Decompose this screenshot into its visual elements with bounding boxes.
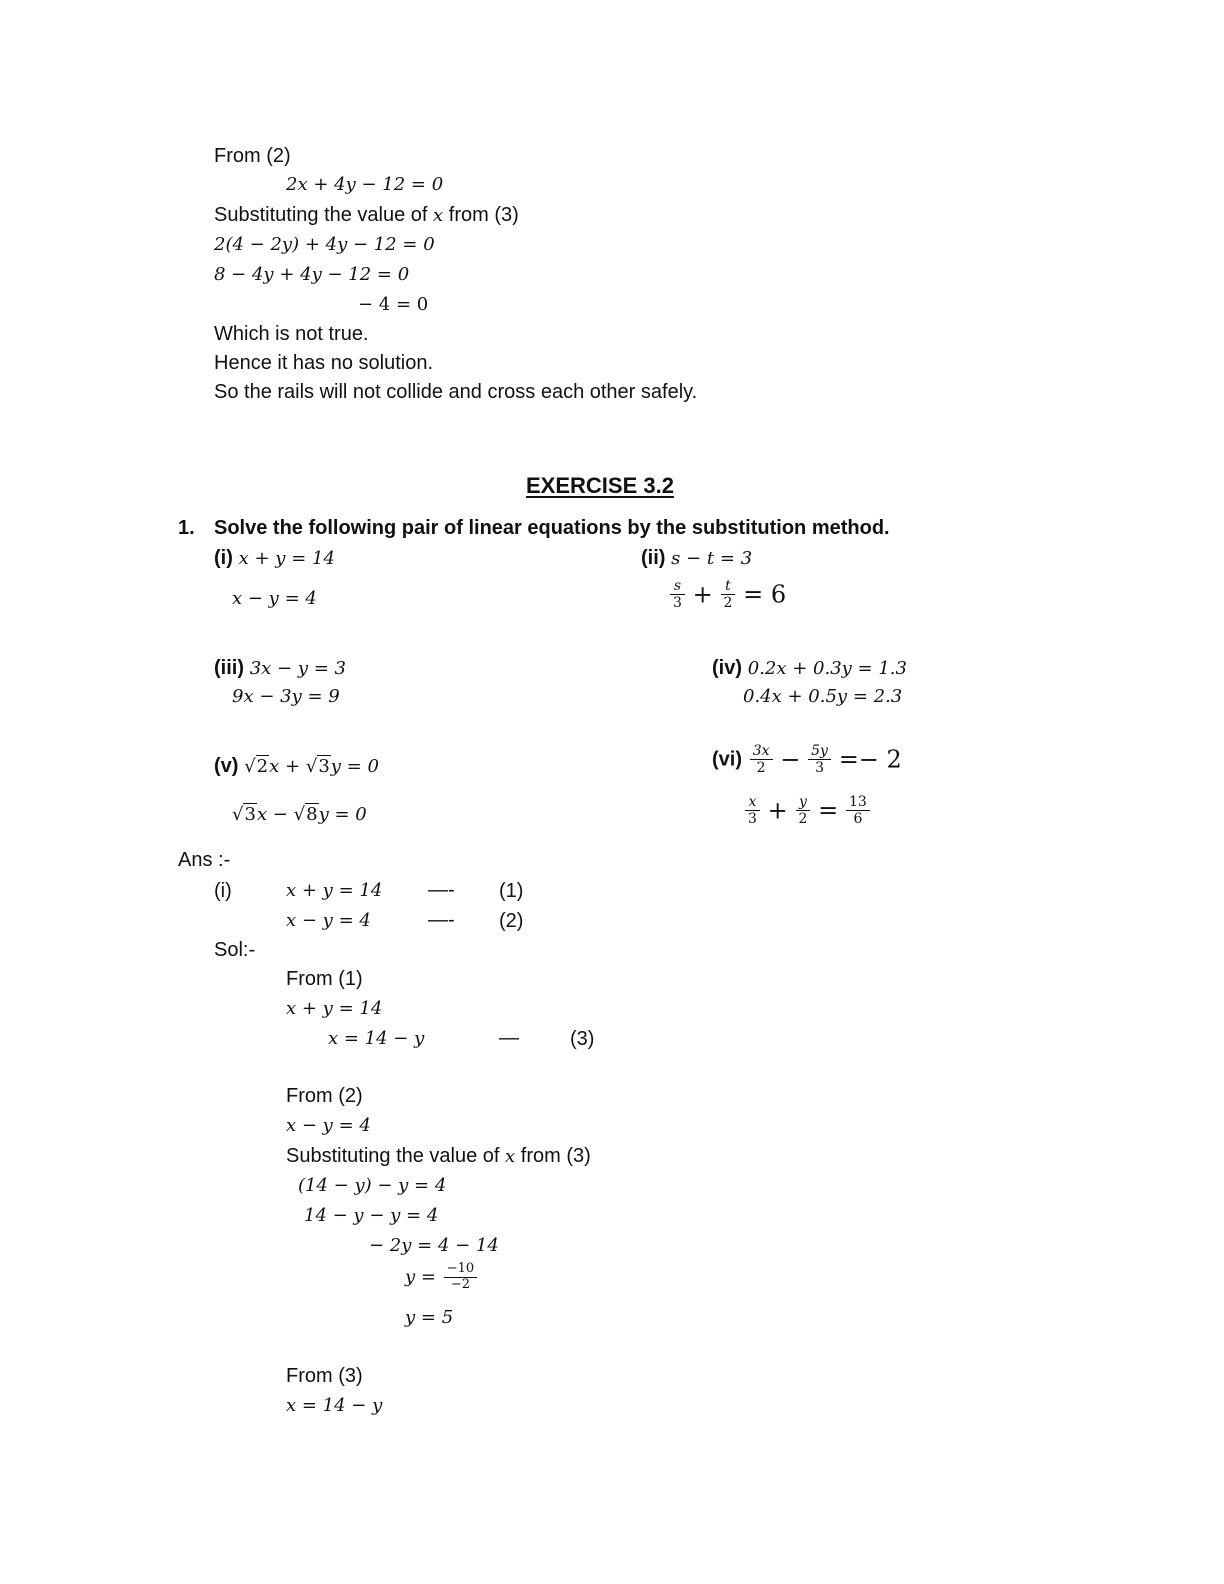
fraction xyxy=(444,1262,477,1293)
part-i xyxy=(214,548,335,568)
part-ii xyxy=(641,548,752,568)
equation: − 4 = 0 xyxy=(358,294,429,315)
equation: x − y = 4 xyxy=(232,588,317,609)
part-label: (v) xyxy=(214,755,239,777)
equation: 8 − 4y + 4y − 12 = 0 xyxy=(214,264,410,285)
equation-fraction xyxy=(743,794,872,827)
radicand: 3 xyxy=(244,804,256,825)
lhs: y = xyxy=(405,1266,436,1288)
part-label: (i) xyxy=(214,547,233,569)
text: Substituting the value of xyxy=(286,1145,500,1167)
dash: — xyxy=(499,1027,519,1049)
operator: + xyxy=(767,796,788,825)
sqrt: √8 xyxy=(293,804,318,825)
equation: x = 14 − y xyxy=(328,1028,425,1049)
from-label: From (1) xyxy=(286,968,363,990)
radicand: 2 xyxy=(256,756,269,777)
equation: 9x − 3y = 9 xyxy=(232,686,340,707)
term: x − xyxy=(256,804,288,825)
part-label: (iv) xyxy=(712,657,742,679)
text: Substituting the value of xyxy=(214,204,428,226)
numerator: 3x xyxy=(750,743,773,760)
equation xyxy=(232,806,367,824)
equation: 3x − y = 3 xyxy=(249,658,347,679)
term: x + xyxy=(269,756,301,777)
equation: x + y = 14 xyxy=(286,998,383,1019)
substitution-line xyxy=(214,205,519,225)
equation: x − y = 4 xyxy=(286,910,371,931)
denominator: 2 xyxy=(798,811,808,828)
fraction xyxy=(846,794,870,827)
equals: = xyxy=(818,796,839,825)
numerator: 5y xyxy=(808,743,831,760)
from-label: From (2) xyxy=(286,1085,363,1107)
numerator: t xyxy=(721,578,736,595)
equation: s − t = 3 xyxy=(671,548,753,569)
equation-fraction xyxy=(405,1262,479,1293)
equation: 14 − y − y = 4 xyxy=(304,1205,439,1226)
part-iv xyxy=(712,658,907,678)
variable: x xyxy=(433,205,444,226)
sol-label: Sol:- xyxy=(214,939,256,961)
fraction xyxy=(745,794,760,827)
fraction xyxy=(721,578,736,611)
operator: − xyxy=(780,745,801,774)
denominator: −2 xyxy=(450,1276,471,1292)
numerator: x xyxy=(745,794,760,811)
dash: —- xyxy=(428,879,455,901)
question-text: Solve the following pair of linear equations by the substitution method. xyxy=(214,517,890,539)
part-label: (ii) xyxy=(641,547,666,569)
equation-ref: (1) xyxy=(499,880,524,902)
text: from (3) xyxy=(448,204,519,226)
denominator: 2 xyxy=(756,760,766,777)
denominator: 3 xyxy=(815,760,824,777)
equation: 2x + 4y − 12 = 0 xyxy=(286,174,444,195)
equation: − 2y = 4 − 14 xyxy=(369,1235,499,1256)
fraction xyxy=(808,743,831,776)
denominator: 2 xyxy=(723,595,733,612)
exercise-title: EXERCISE 3.2 xyxy=(526,473,674,498)
equation: x − y = 4 xyxy=(286,1115,371,1136)
radicand: 8 xyxy=(306,804,318,825)
equation-fraction xyxy=(668,578,786,611)
equation-ref: (2) xyxy=(499,910,524,932)
rhs: =− 2 xyxy=(838,745,902,774)
numerator: 13 xyxy=(846,794,870,811)
operator: + xyxy=(692,580,713,609)
fraction xyxy=(670,578,685,611)
numerator: −10 xyxy=(444,1262,477,1278)
fraction xyxy=(796,794,811,827)
text: from (3) xyxy=(520,1145,591,1167)
part-vi xyxy=(712,743,902,776)
sqrt: √2 xyxy=(244,756,269,777)
from-2-label: From (2) xyxy=(214,145,291,167)
term: y = 0 xyxy=(318,804,367,825)
statement: Hence it has no solution. xyxy=(214,352,434,374)
sqrt: √3 xyxy=(232,804,256,825)
variable: x xyxy=(505,1146,516,1167)
substitution-line xyxy=(286,1146,591,1166)
conclusion: So the rails will not collide and cross each other safely. xyxy=(214,381,698,403)
part-label: (vi) xyxy=(712,748,742,771)
question-number: 1. xyxy=(178,517,195,539)
numerator: s xyxy=(670,578,685,595)
part-label: (iii) xyxy=(214,657,244,679)
ans-label: Ans :- xyxy=(178,849,231,871)
sqrt: √3 xyxy=(305,756,330,777)
statement: Which is not true. xyxy=(214,323,369,345)
fraction xyxy=(750,743,773,776)
part-iii xyxy=(214,658,346,678)
denominator: 3 xyxy=(673,595,682,612)
equation: x + y = 14 xyxy=(238,548,335,569)
equation-ref: (3) xyxy=(570,1028,595,1050)
denominator: 3 xyxy=(748,811,757,828)
equation: 2(4 − 2y) + 4y − 12 = 0 xyxy=(214,234,435,255)
equation: 0.2x + 0.3y = 1.3 xyxy=(747,658,907,679)
numerator: y xyxy=(796,794,811,811)
part-v xyxy=(214,756,379,776)
equation: x = 14 − y xyxy=(286,1395,383,1416)
equation: (14 − y) − y = 4 xyxy=(298,1175,447,1196)
dash: —- xyxy=(428,909,455,931)
from-label: From (3) xyxy=(286,1365,363,1387)
equation: y = 5 xyxy=(405,1307,454,1328)
rhs: = 6 xyxy=(743,580,787,609)
part-label: (i) xyxy=(214,880,232,902)
radicand: 3 xyxy=(318,756,330,777)
denominator: 6 xyxy=(853,811,863,828)
equation: x + y = 14 xyxy=(286,880,383,901)
equation: 0.4x + 0.5y = 2.3 xyxy=(743,686,903,707)
term: y = 0 xyxy=(330,756,379,777)
